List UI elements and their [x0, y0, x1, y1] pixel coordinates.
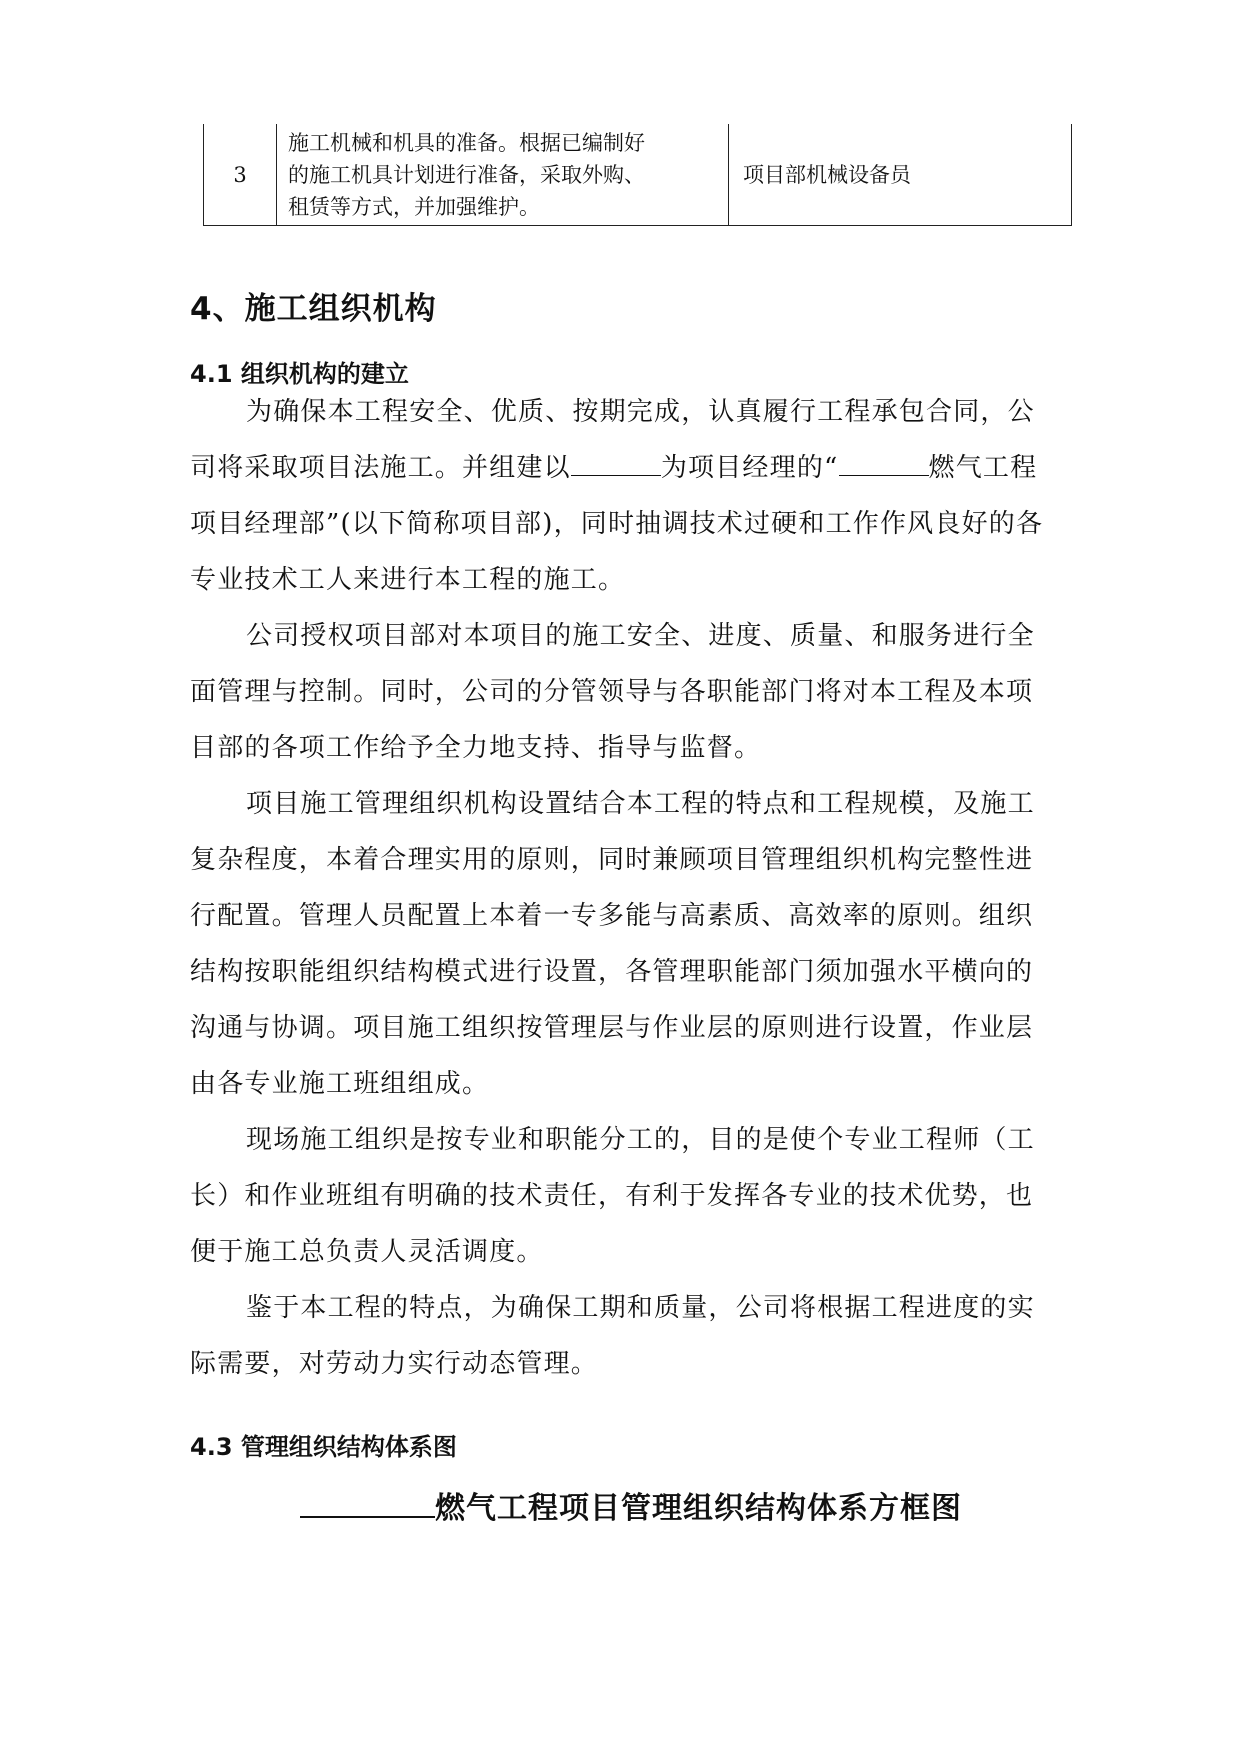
paragraph-line: 项目经理部”(以下简称项目部)，同时抽调技术过硬和工作作风良好的各 [190, 509, 1044, 539]
paragraph-line: 目部的各项工作给予全力地支持、指导与监督。 [190, 733, 762, 763]
paragraph-line: 专业技术工人来进行本工程的施工。 [190, 565, 626, 595]
paragraph-line: 行配置。管理人员配置上本着一专多能与高素质、高效率的原则。组织 [190, 901, 1034, 931]
subsection-heading-4-1: 4.1 组织机构的建立 [190, 360, 409, 388]
paragraph-line: 结构按职能组织结构模式进行设置，各管理职能部门须加强水平横向的 [190, 957, 1034, 987]
subsection-heading-4-3: 4.3 管理组织结构体系图 [190, 1433, 457, 1461]
section-heading: 4、施工组织机构 [190, 291, 437, 327]
figure-title [300, 1482, 962, 1527]
paragraph-line: 沟通与协调。项目施工组织按管理层与作业层的原则进行设置，作业层 [190, 1013, 1034, 1043]
paragraph-line: 公司授权项目部对本项目的施工安全、进度、质量、和服务进行全 [246, 621, 1035, 651]
table-row [204, 124, 1072, 226]
text-fragment: 燃气工程 [928, 453, 1038, 483]
fill-in-blank [839, 445, 929, 476]
description-line: 的施工机具计划进行准备，采取外购、 [288, 162, 645, 187]
fill-in-blank [300, 1482, 435, 1518]
row-responsible-cell: 项目部机械设备员 [729, 124, 1072, 226]
paragraph-line: 鉴于本工程的特点，为确保工期和质量，公司将根据工程进度的实 [246, 1293, 1035, 1323]
paragraph-line: 便于施工总负责人灵活调度。 [190, 1237, 544, 1267]
description-line: 施工机械和机具的准备。根据已编制好 [288, 130, 645, 155]
paragraph-line: 现场施工组织是按专业和职能分工的，目的是使个专业工程师（工 [246, 1125, 1035, 1155]
row-description-cell [277, 124, 729, 226]
paragraph-line: 由各专业施工班组组成。 [190, 1069, 490, 1099]
paragraph-line: 项目施工管理组织机构设置结合本工程的特点和工程规模，及施工 [246, 789, 1035, 819]
row-number-cell: 3 [204, 124, 277, 226]
text-fragment: 为项目经理的“ [660, 453, 839, 483]
paragraph-line: 面管理与控制。同时，公司的分管领导与各职能部门将对本工程及本项 [190, 677, 1034, 707]
fill-in-blank [571, 445, 661, 476]
text-fragment: 司将采取项目法施工。并组建以 [190, 453, 571, 483]
body-text [190, 384, 1080, 1392]
paragraph-line: 复杂程度，本着合理实用的原则，同时兼顾项目管理组织机构完整性进 [190, 845, 1034, 875]
preparation-table [203, 124, 1072, 226]
paragraph-line: 际需要，对劳动力实行动态管理。 [190, 1349, 599, 1379]
paragraph-line [190, 440, 1080, 496]
paragraph-line: 为确保本工程安全、优质、按期完成，认真履行工程承包合同，公 [246, 397, 1035, 427]
description-line: 租赁等方式，并加强维护。 [288, 194, 540, 219]
paragraph-line: 长）和作业班组有明确的技术责任，有利于发挥各专业的技术优势，也 [190, 1181, 1034, 1211]
figure-title-text: 燃气工程项目管理组织结构体系方框图 [435, 1491, 962, 1526]
